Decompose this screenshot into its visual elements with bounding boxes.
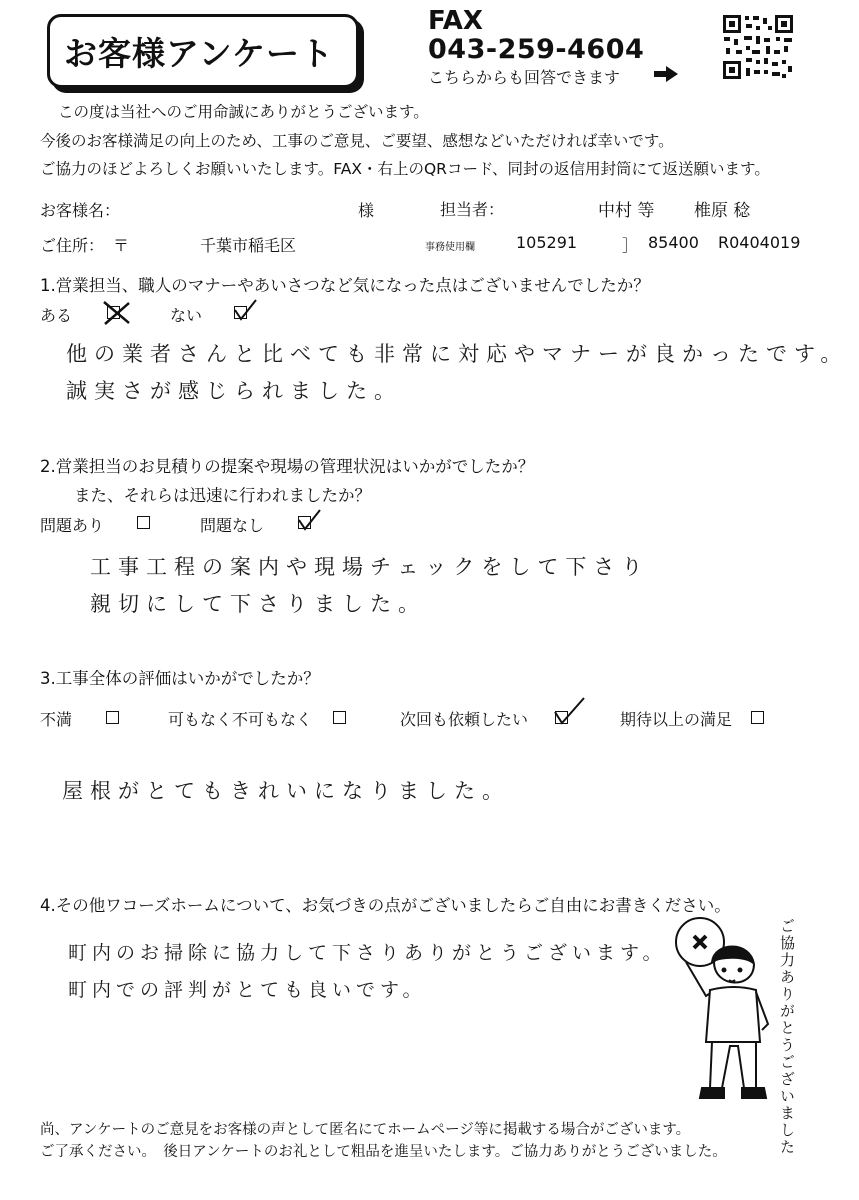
staff-label: 担当者： [440, 200, 505, 219]
q3-option-2-checkbox[interactable] [333, 711, 346, 724]
q3-option-4-checkbox[interactable] [751, 711, 764, 724]
q2-answer-line-1: 工事工程の案内や現場チェックをして下さり [90, 555, 650, 579]
q2-option-no-problem-label: 問題なし [200, 516, 265, 535]
office-bracket: ］ [622, 236, 639, 255]
intro-line-2: 今後のお客様満足の向上のため、工事のご意見、ご要望、感想などいただければ幸いです。 [40, 132, 674, 150]
q2-option-problem-checkbox[interactable] [137, 516, 150, 529]
question-2-line-1: 2.営業担当のお見積りの提案や現場の管理状況はいかがでしたか？ [40, 457, 535, 476]
question-4: 4.その他ワコーズホームについて、お気づきの点がございましたらご自由にお書きください。 [40, 896, 731, 915]
q3-answer-line-1: 屋根がとてもきれいになりました。 [62, 779, 510, 803]
q3-option-4-label: 期待以上の満足 [620, 710, 733, 729]
cross-mark-icon [102, 300, 132, 326]
question-2-line-2: また、それらは迅速に行われましたか？ [74, 486, 371, 505]
q3-option-2-label: 可もなく不可もなく [168, 710, 313, 729]
fax-label: FAX [428, 6, 483, 36]
intro-line-1: この度は当社へのご用命誠にありがとうございます。 [58, 103, 429, 121]
address-label: ご住所： [40, 236, 105, 255]
check-mark-icon [296, 508, 322, 532]
q1-answer-line-2: 誠実さが感じられました。 [66, 379, 402, 403]
customer-name-label: お客様名： [40, 201, 121, 220]
honorific: 様 [358, 201, 375, 220]
arrow-right-icon [654, 66, 678, 82]
staff-name-1: 中村 等 [598, 201, 655, 221]
question-3: 3.工事全体の評価はいかがでしたか？ [40, 669, 320, 688]
q4-answer-line-1: 町内のお掃除に協力して下さりありがとうございます。 [68, 942, 667, 964]
office-use-label: 事務使用欄 [425, 242, 475, 253]
question-1: 1.営業担当、職人のマナーやあいさつなど気になった点はございませんでしたか？ [40, 276, 650, 295]
check-mark-icon [552, 696, 586, 726]
check-mark-icon [232, 298, 258, 322]
mascot-caption: ご協力ありがとうございました [778, 918, 796, 1156]
q2-answer-line-2: 親切にして下さりました。 [90, 592, 426, 616]
q1-option-no-label: ない [170, 306, 203, 325]
staff-name-2: 椎原 稔 [694, 201, 751, 221]
page-title: お客様アンケート [64, 34, 335, 73]
q2-option-problem-label: 問題あり [40, 516, 105, 535]
office-code-2: 85400 [648, 233, 699, 252]
address-city: 千葉市稲毛区 [200, 236, 297, 255]
office-code-3: R0404019 [718, 233, 801, 252]
q1-answer-line-1: 他の業者さんと比べても非常に対応やマナーが良かったです。 [66, 342, 849, 366]
office-code-1: 105291 [516, 233, 578, 252]
footer-line-2: ご了承ください。 後日アンケートのお礼として粗品を進呈いたします。ご協力ありがとうございました。 [40, 1144, 727, 1160]
footer-line-1: 尚、アンケートのご意見をお客様の声として匿名にてホームページ等に掲載する場合がございます。 [40, 1122, 691, 1138]
q4-answer-line-2: 町内での評判がとても良いです。 [68, 979, 427, 1001]
fax-note: こちらからも回答できます [428, 68, 621, 87]
q1-option-yes-label: ある [40, 306, 73, 325]
q3-option-1-checkbox[interactable] [106, 711, 119, 724]
q3-option-1-label: 不満 [40, 710, 73, 729]
q3-option-3-label: 次回も依頼したい [400, 710, 529, 729]
mascot-illustration [672, 912, 780, 1112]
qr-code-icon [722, 14, 794, 80]
intro-line-3: ご協力のほどよろしくお願いいたします。FAX・右上のQRコード、同封の返信用封筒にて返送願います。 [40, 160, 770, 178]
fax-number: 043-259-4604 [428, 34, 645, 65]
postal-mark: 〒 [113, 236, 130, 255]
